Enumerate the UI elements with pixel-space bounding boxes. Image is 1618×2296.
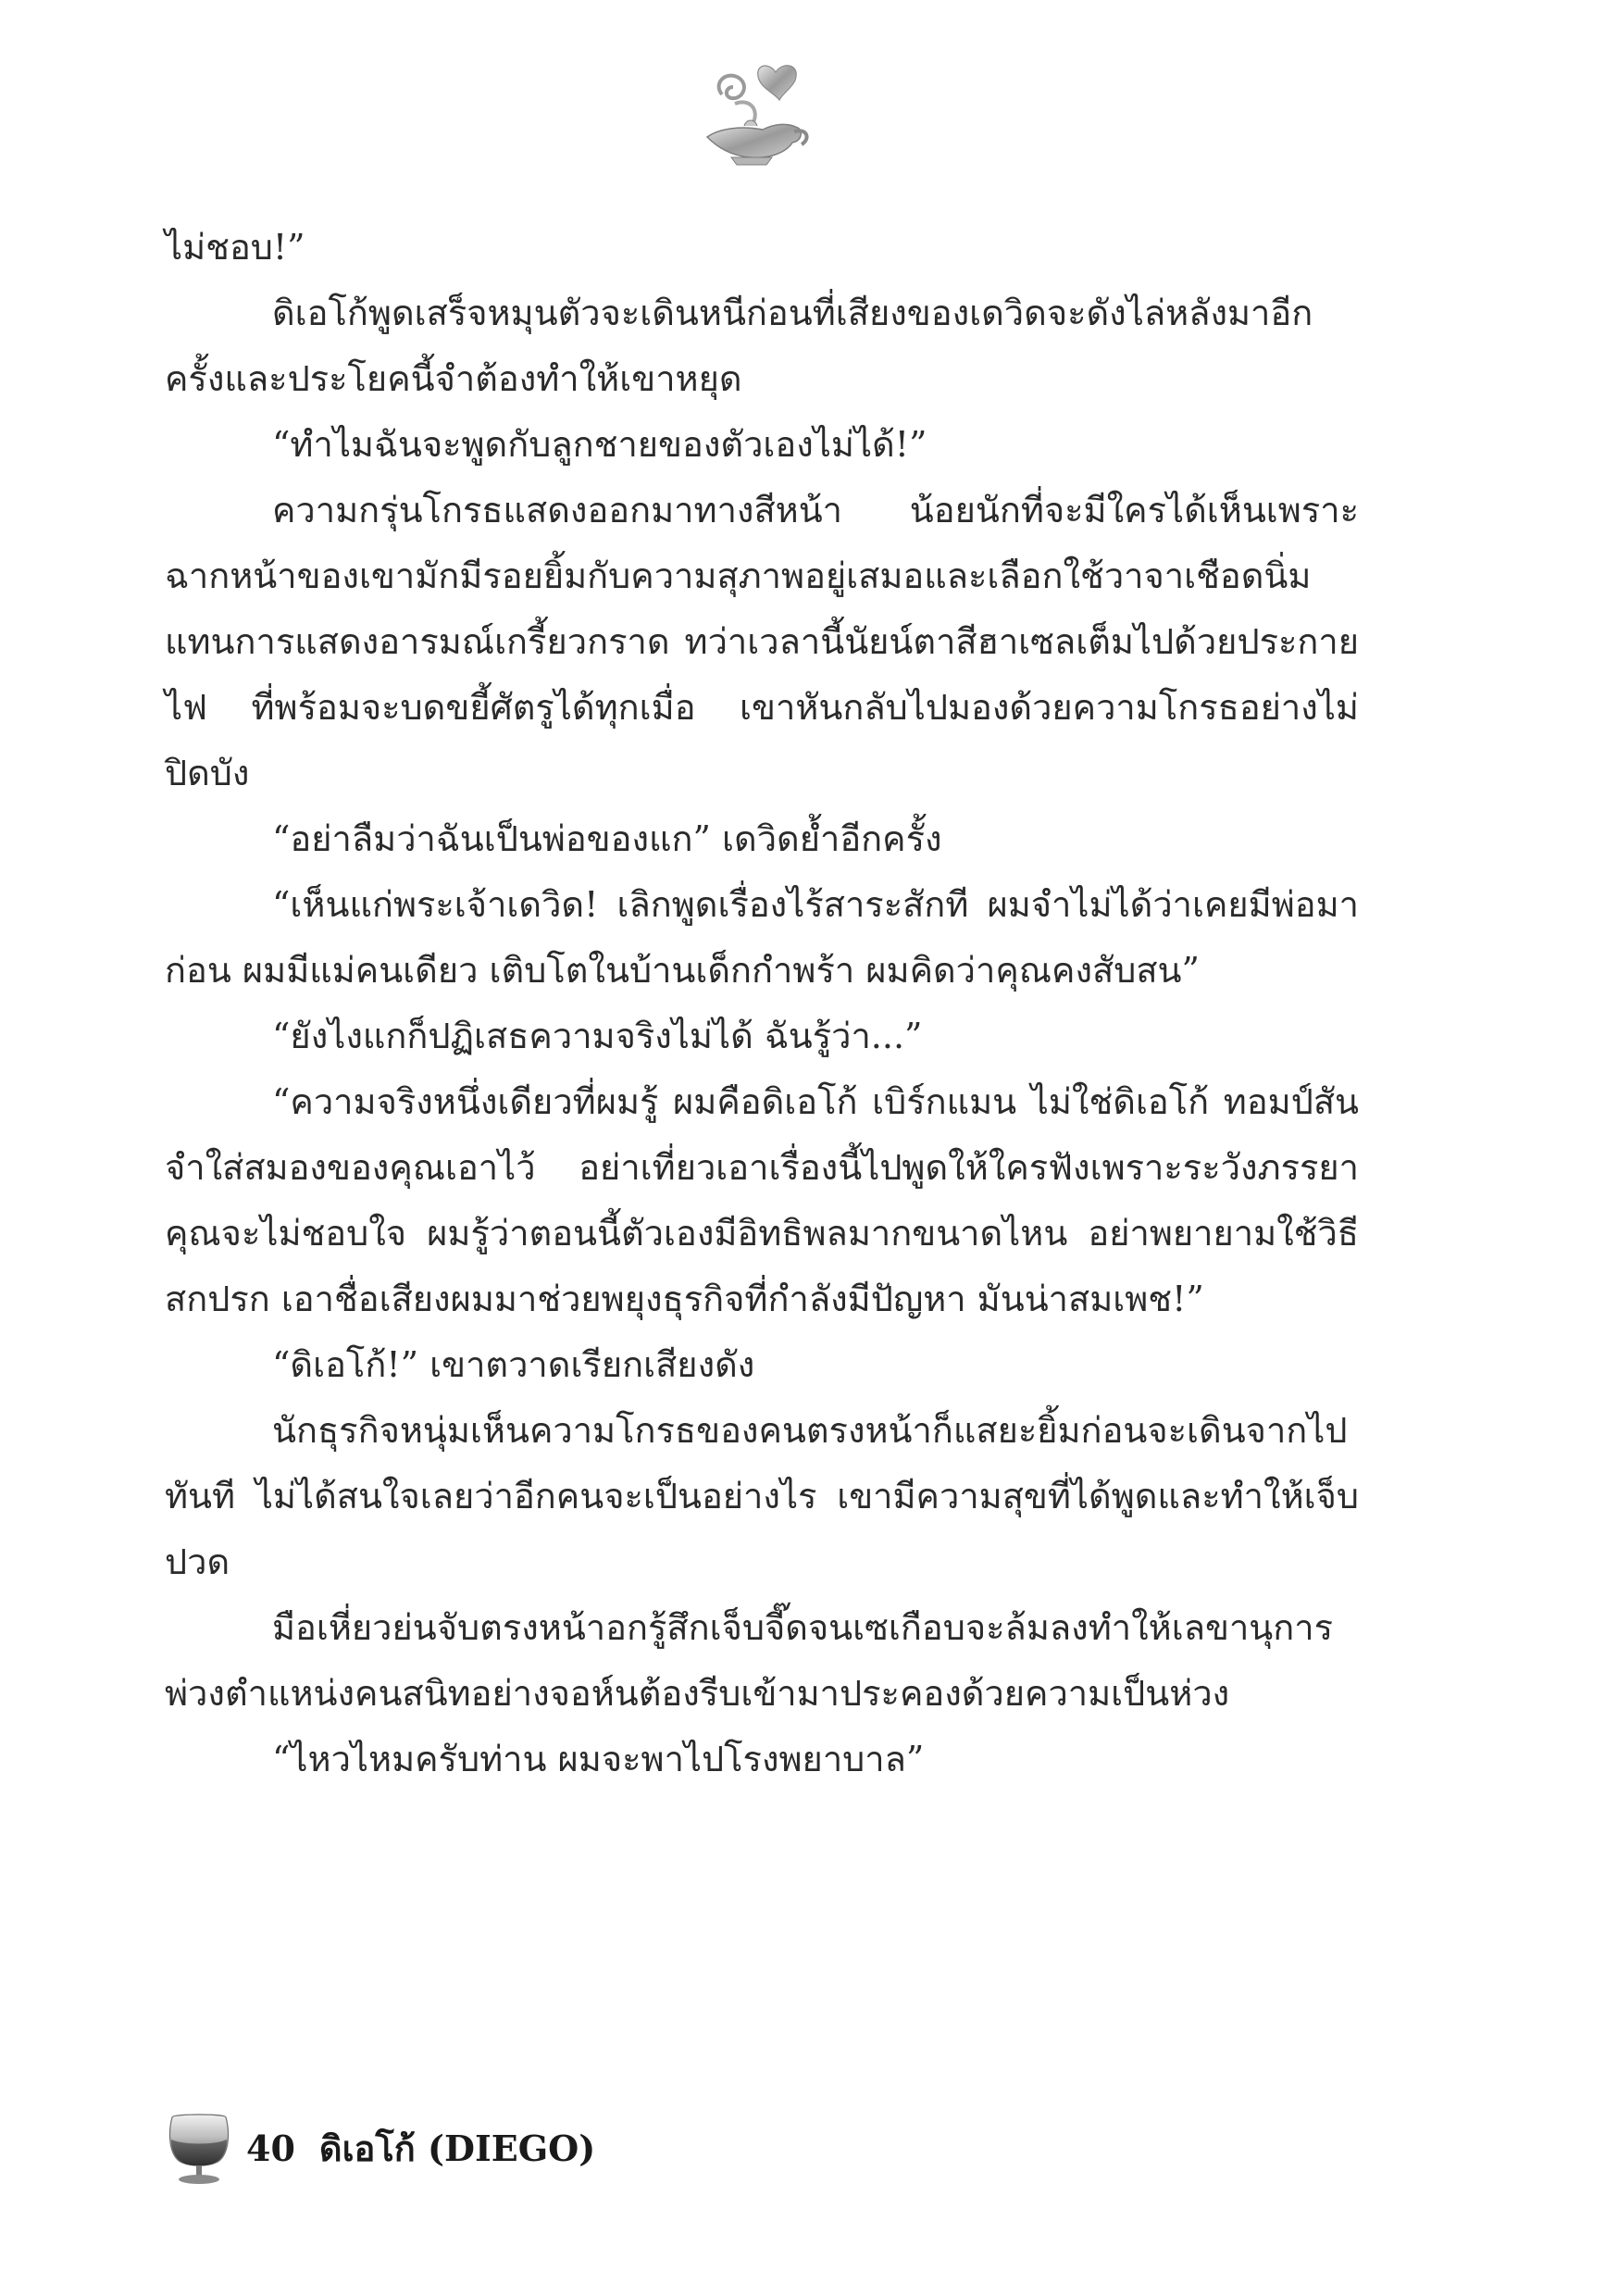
body-paragraph: ความกรุ่นโกรธแสดงออกมาทางสีหน้า น้อยนักที่จะมีใครได้เห็นเพราะฉากหน้าของเขามักมีรอยยิ้มกับความสุภาพอยู่เสมอและเลือกใช้วาจาเชือดนิ่มแทนการแสดงอารมณ์เกรี้ยวกราด ทว่าเวลานี้นัยน์ตาสีฮาเซลเต็มไปด้วยประกายไฟ ที่พร้อมจะบดขยี้ศัตรูได้ทุกเมื่อ เขาหันกลับไปมองด้วยความโกรธอย่างไม่ปิดบัง — [165, 490, 1359, 793]
body-paragraph: ดิเอโก้พูดเสร็จหมุนตัวจะเดินหนีก่อนที่เสียงของเดวิดจะดังไล่หลังมาอีกครั้งและประโยคนี้จำต้องทำให้เขาหยุด — [165, 293, 1313, 399]
body-paragraph: ไม่ชอบ!” — [165, 227, 305, 268]
page-footer — [165, 2111, 595, 2185]
body-paragraph: “ไหวไหมครับท่าน ผมจะพาไปโรงพยาบาล” — [272, 1739, 925, 1779]
body-paragraph: “ยังไงแกก็ปฏิเสธความจริงไม่ได้ ฉันรู้ว่า...” — [272, 1016, 923, 1056]
running-title: ดิเอโก้ (DIEGO) — [318, 2127, 596, 2169]
lamp-ornament-icon — [694, 57, 815, 168]
wine-glass-icon — [165, 2110, 233, 2186]
body-paragraph: “ดิเอโก้!” เขาตวาดเรียกเสียงดัง — [272, 1344, 755, 1385]
body-paragraph: “ทำไมฉันจะพูดกับลูกชายของตัวเองไม่ได้!” — [272, 424, 927, 465]
body-text — [165, 215, 1359, 1792]
body-paragraph: “ความจริงหนึ่งเดียวที่ผมรู้ ผมคือดิเอโก้ เบิร์กแมน ไม่ใช่ดิเอโก้ ทอมป์สัน จำใส่สมองของคุณเอาไว้ อย่าเที่ยวเอาเรื่องนี้ไปพูดให้ใครฟังเพราะระวังภรรยาคุณจะไม่ชอบใจ ผมรู้ว่าตอนนี้ตัวเองมีอิทธิพลมากขนาดไหน อย่าพยายามใช้วิธีสกปรก เอาชื่อเสียงผมมาช่วยพยุงธุรกิจที่กำลังมีปัญหา มันน่าสมเพช!” — [165, 1081, 1359, 1319]
page-number: 40 — [246, 2127, 295, 2169]
body-paragraph: “เห็นแก่พระเจ้าเดวิด! เลิกพูดเรื่องไร้สาระสักที ผมจำไม่ได้ว่าเคยมีพ่อมาก่อน ผมมีแม่คนเดียว เติบโตในบ้านเด็กกำพร้า ผมคิดว่าคุณคงสับสน” — [165, 884, 1359, 991]
body-paragraph: “อย่าลืมว่าฉันเป็นพ่อของแก” เดวิดย้ำอีกครั้ง — [272, 818, 942, 859]
body-paragraph: มือเหี่ยวย่นจับตรงหน้าอกรู้สึกเจ็บจี๊ดจนเซเกือบจะล้มลงทำให้เลขานุการพ่วงตำแหน่งคนสนิทอย่างจอห์นต้องรีบเข้ามาประคองด้วยความเป็นห่วง — [165, 1607, 1334, 1714]
body-paragraph: นักธุรกิจหนุ่มเห็นความโกรธของคนตรงหน้าก็แสยะยิ้มก่อนจะเดินจากไปทันที ไม่ได้สนใจเลยว่าอีกคนจะเป็นอย่างไร เขามีความสุขที่ได้พูดและทำให้เจ็บปวด — [165, 1410, 1359, 1582]
